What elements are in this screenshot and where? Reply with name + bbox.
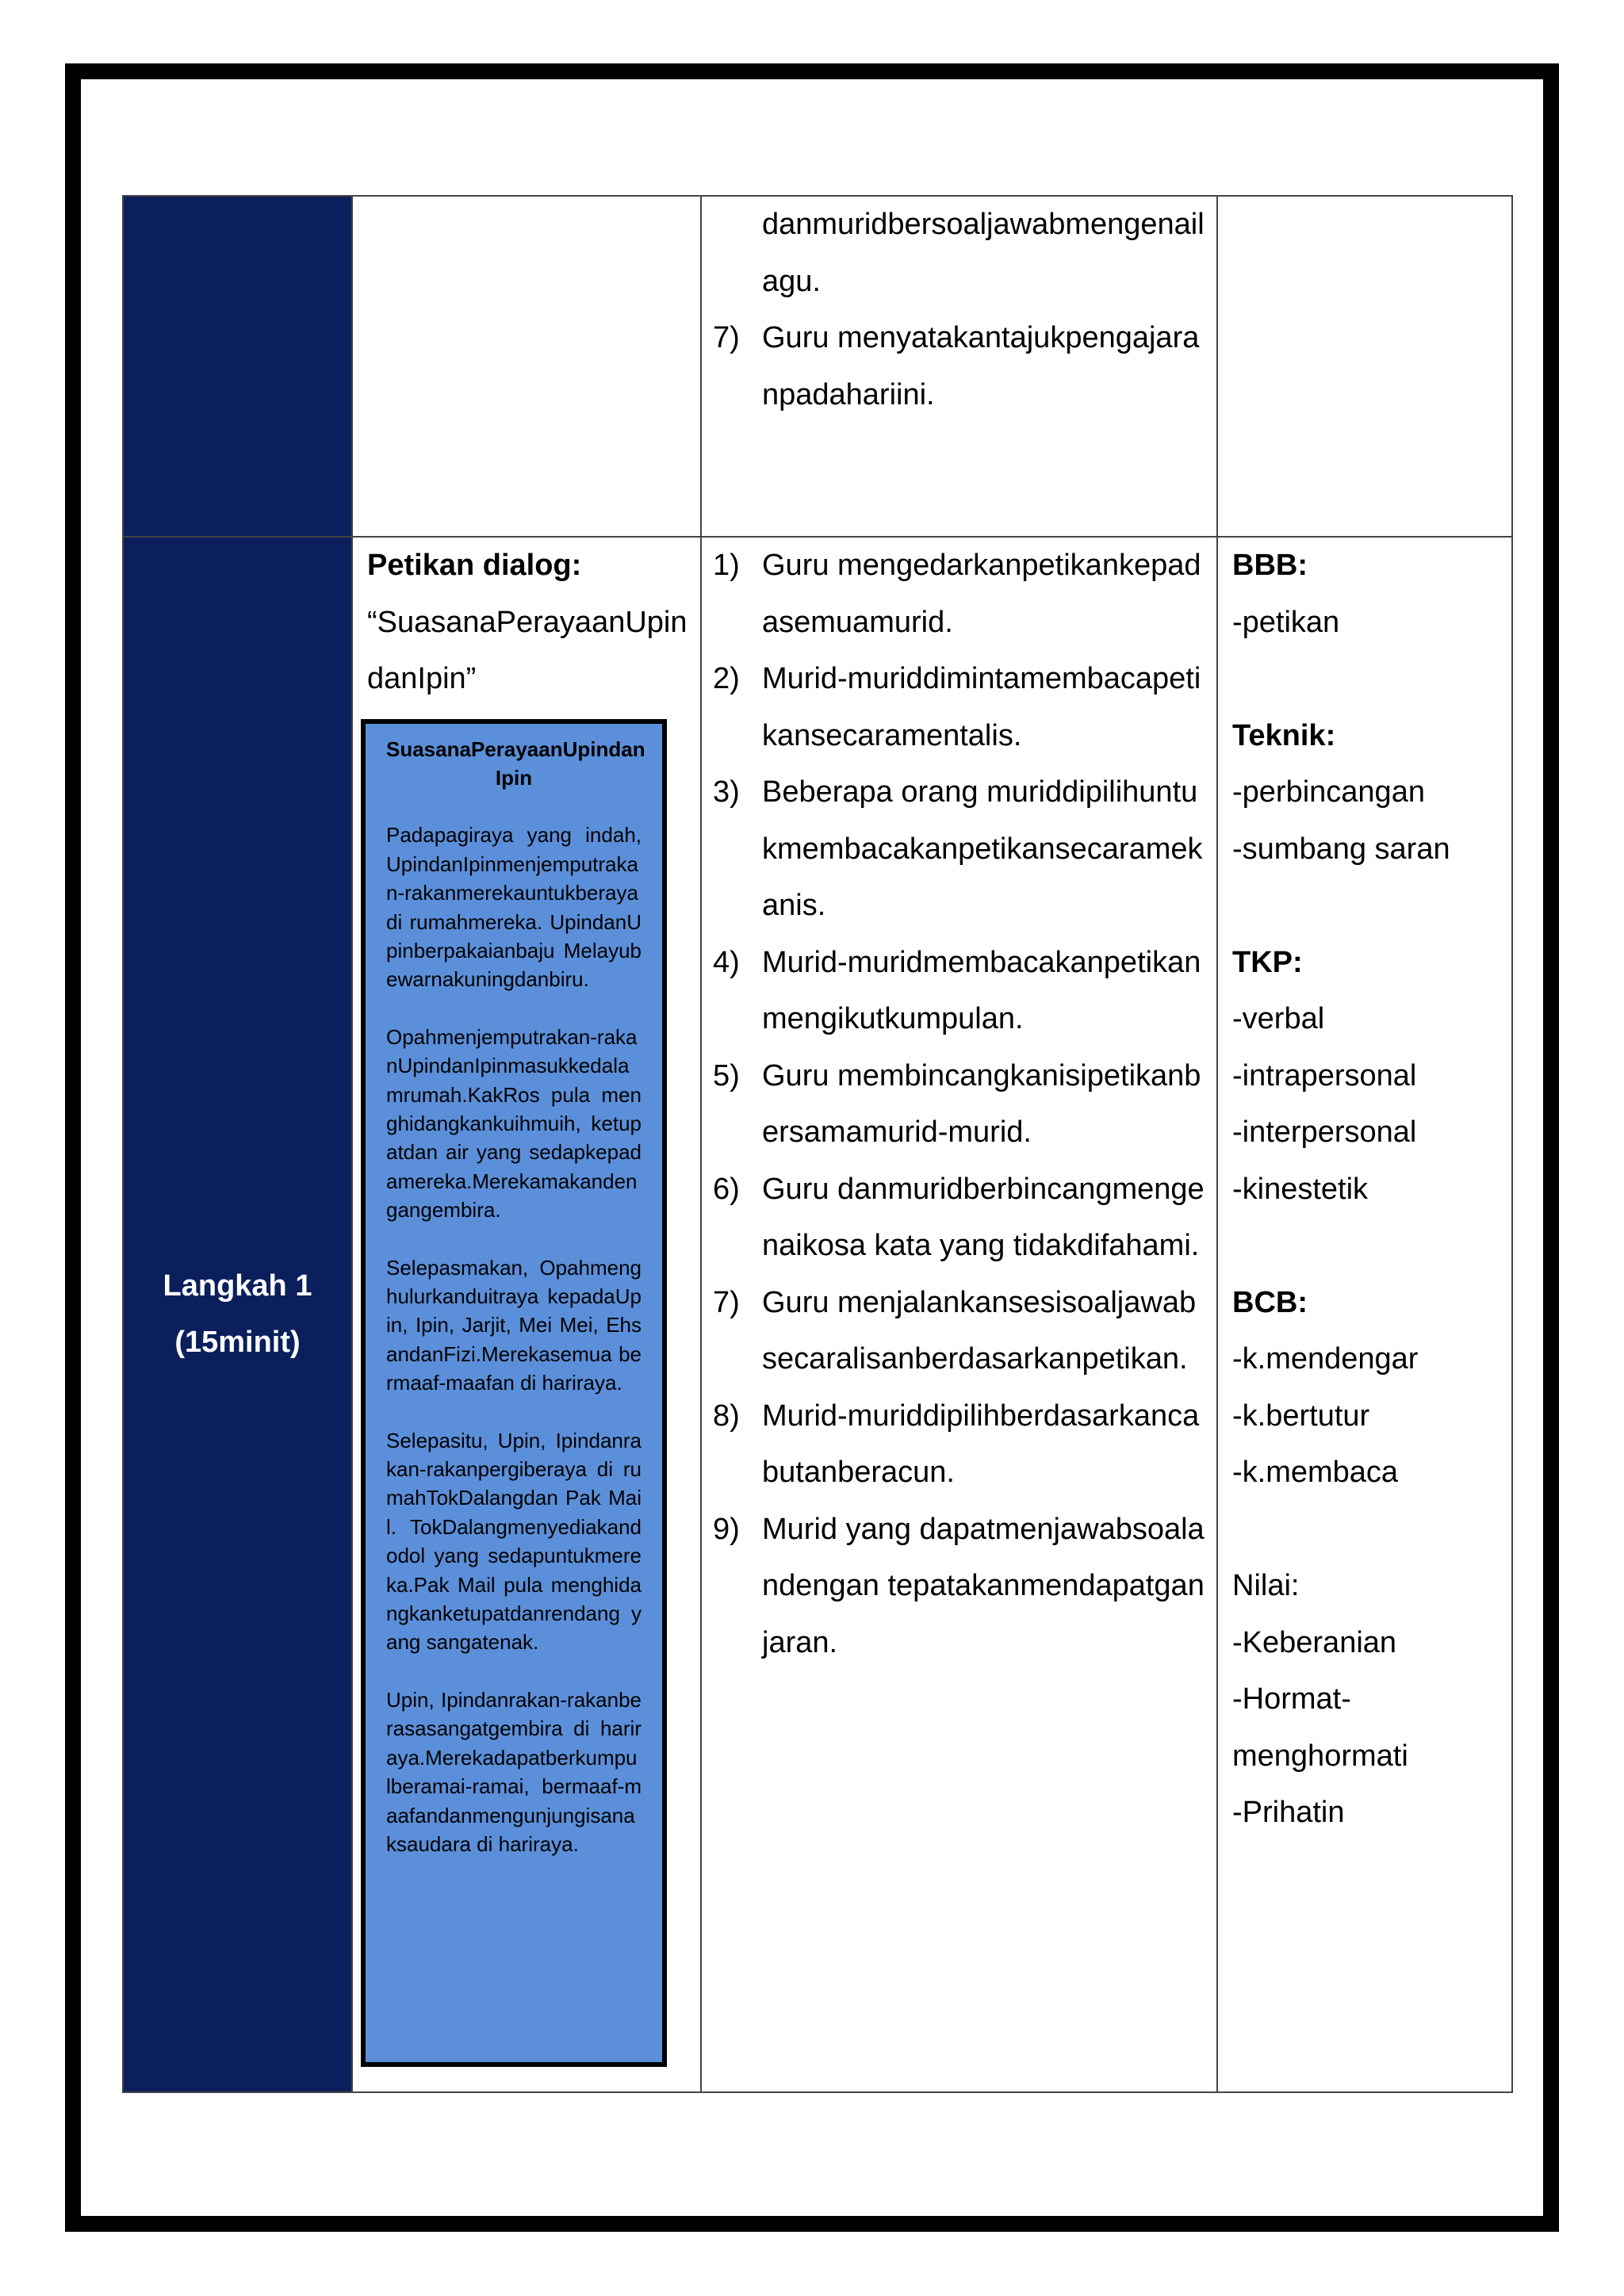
bbb-item: -petikan: [1232, 605, 1340, 639]
stage-cell: [123, 537, 352, 2092]
lesson-plan-table: [122, 195, 1513, 2093]
step-number: 1): [713, 549, 740, 582]
step-text: Guru membincangkanisipetikanbersamamurid-murid.: [762, 1058, 1201, 1149]
bcb-item: -k.bertutur: [1232, 1399, 1370, 1433]
step-text: Guru menjalankansesisoaljawabsecaralisanberdasarkanpetikan.: [762, 1285, 1197, 1376]
step-text: Guru menyatakantajukpengajaranpadahariini.: [762, 321, 1200, 411]
nilai-item: -Keberanian: [1232, 1625, 1397, 1659]
step-number: 3): [713, 775, 740, 809]
step-text: Guru mengedarkanpetikankepadasemuamurid.: [762, 549, 1201, 639]
activity-cell: [701, 196, 1217, 537]
content-cell: [352, 537, 701, 2092]
list-item: [713, 1388, 1207, 1502]
list-item: [713, 538, 1207, 651]
list-item: [713, 1161, 1207, 1275]
excerpt-paragraph: Padapagiraya yang indah, UpindanIpinmenjemputrakan-rakanmerekauntukberaya di rumahmereka. UpindanUpinberpakaianbaju Melayubewarnakuningdanbiru.: [386, 823, 642, 992]
nilai-item: -Prihatin: [1232, 1796, 1345, 1829]
table-row: [123, 196, 1512, 537]
step-continuation: danmuridbersoaljawabmengenailagu.: [762, 208, 1205, 298]
table-row: [123, 537, 1512, 2092]
list-item: [713, 1048, 1207, 1161]
tkp-item: -interpersonal: [1232, 1115, 1417, 1149]
content-subtitle: “SuasanaPerayaanUpindanIpin”: [367, 605, 688, 695]
bcb-item: -k.mendengar: [1232, 1342, 1419, 1376]
list-item: [713, 197, 1207, 310]
list-item: [713, 1502, 1207, 1672]
stage-label: Langkah 1: [163, 1269, 312, 1303]
tkp-heading: TKP:: [1232, 945, 1303, 979]
nilai-item: -Hormat-menghormati: [1232, 1682, 1408, 1773]
tkp-item: -verbal: [1232, 1002, 1325, 1035]
teknik-item: -sumbang saran: [1232, 832, 1450, 866]
content-cell-empty: [352, 196, 701, 537]
step-text: Murid yang dapatmenjawabsoalandengan tepatakanmendapatganjaran.: [762, 1512, 1205, 1659]
step-number: 4): [713, 945, 740, 979]
list-item: [713, 651, 1207, 764]
dialog-excerpt-box: [361, 719, 667, 2067]
step-number: 9): [713, 1512, 740, 1546]
step-number: 7): [713, 321, 740, 354]
step-number: 2): [713, 662, 740, 695]
teknik-item: -perbincangan: [1232, 775, 1425, 809]
excerpt-paragraph: Selepasmakan, Opahmenghulurkanduitraya kepadaUpin, Ipin, Jarjit, Mei Mei, EhsandanFizi.Merekasemua bermaaf-maafan di hariraya.: [386, 1255, 642, 1395]
list-item: [713, 310, 1207, 423]
teknik-heading: Teknik:: [1232, 718, 1336, 752]
nilai-heading: Nilai:: [1232, 1569, 1300, 1602]
list-item: [713, 1275, 1207, 1388]
content-heading: Petikan dialog:: [367, 549, 582, 582]
step-text: Murid-muriddimintamembacapetikansecaramentalis.: [762, 662, 1201, 752]
step-number: 8): [713, 1399, 740, 1433]
step-text: Beberapa orang muriddipilihuntukmembacakanpetikansecaramekanis.: [762, 775, 1203, 922]
notes-cell: [1217, 537, 1512, 2092]
step-number: 6): [713, 1172, 740, 1206]
activity-cell: [701, 537, 1217, 2092]
excerpt-paragraph: Selepasitu, Upin, Ipindanrakan-rakanpergiberaya di rumahTokDalangdan Pak Mail. TokDalangmenyediakandodol yang sedapuntukmereka.Pak Mail pula menghidangkanketupatdanrendang yang sangatenak.: [386, 1428, 642, 1655]
stage-duration: (15minit): [174, 1326, 301, 1359]
excerpt-paragraph: Upin, Ipindanrakan-rakanberasasangatgembira di hariraya.Merekadapatberkumpulberamai-ramai, bermaaf-maafandanmengunjungisanaksaudara di hariraya.: [386, 1687, 642, 1856]
excerpt-paragraph: Opahmenjemputrakan-rakanUpindanIpinmasukkedalamrumah.KakRos pula menghidangkankuihmuih, ketupatdan air yang sedapkepadamereka.Merekamakandengangembira.: [386, 1024, 642, 1223]
notes-cell-empty: [1217, 196, 1512, 537]
bcb-item: -k.membaca: [1232, 1456, 1399, 1489]
step-text: Murid-muriddipilihberdasarkancabutanberacun.: [762, 1399, 1200, 1489]
step-text: Murid-muridmembacakanpetikanmengikutkumpulan.: [762, 945, 1201, 1035]
step-number: 7): [713, 1285, 740, 1319]
step-number: 5): [713, 1058, 740, 1093]
step-text: Guru danmuridberbincangmengenaikosa kata yang tidakdifahami.: [762, 1172, 1205, 1262]
stage-cell-empty: [123, 196, 352, 537]
list-item: [713, 764, 1207, 935]
tkp-item: -kinestetik: [1232, 1172, 1369, 1206]
bcb-heading: BCB:: [1232, 1285, 1308, 1319]
tkp-item: -intrapersonal: [1232, 1058, 1417, 1093]
list-item: [713, 935, 1207, 1048]
bbb-heading: BBB:: [1232, 549, 1308, 582]
excerpt-title: SuasanaPerayaanUpindan Ipin: [386, 737, 645, 790]
